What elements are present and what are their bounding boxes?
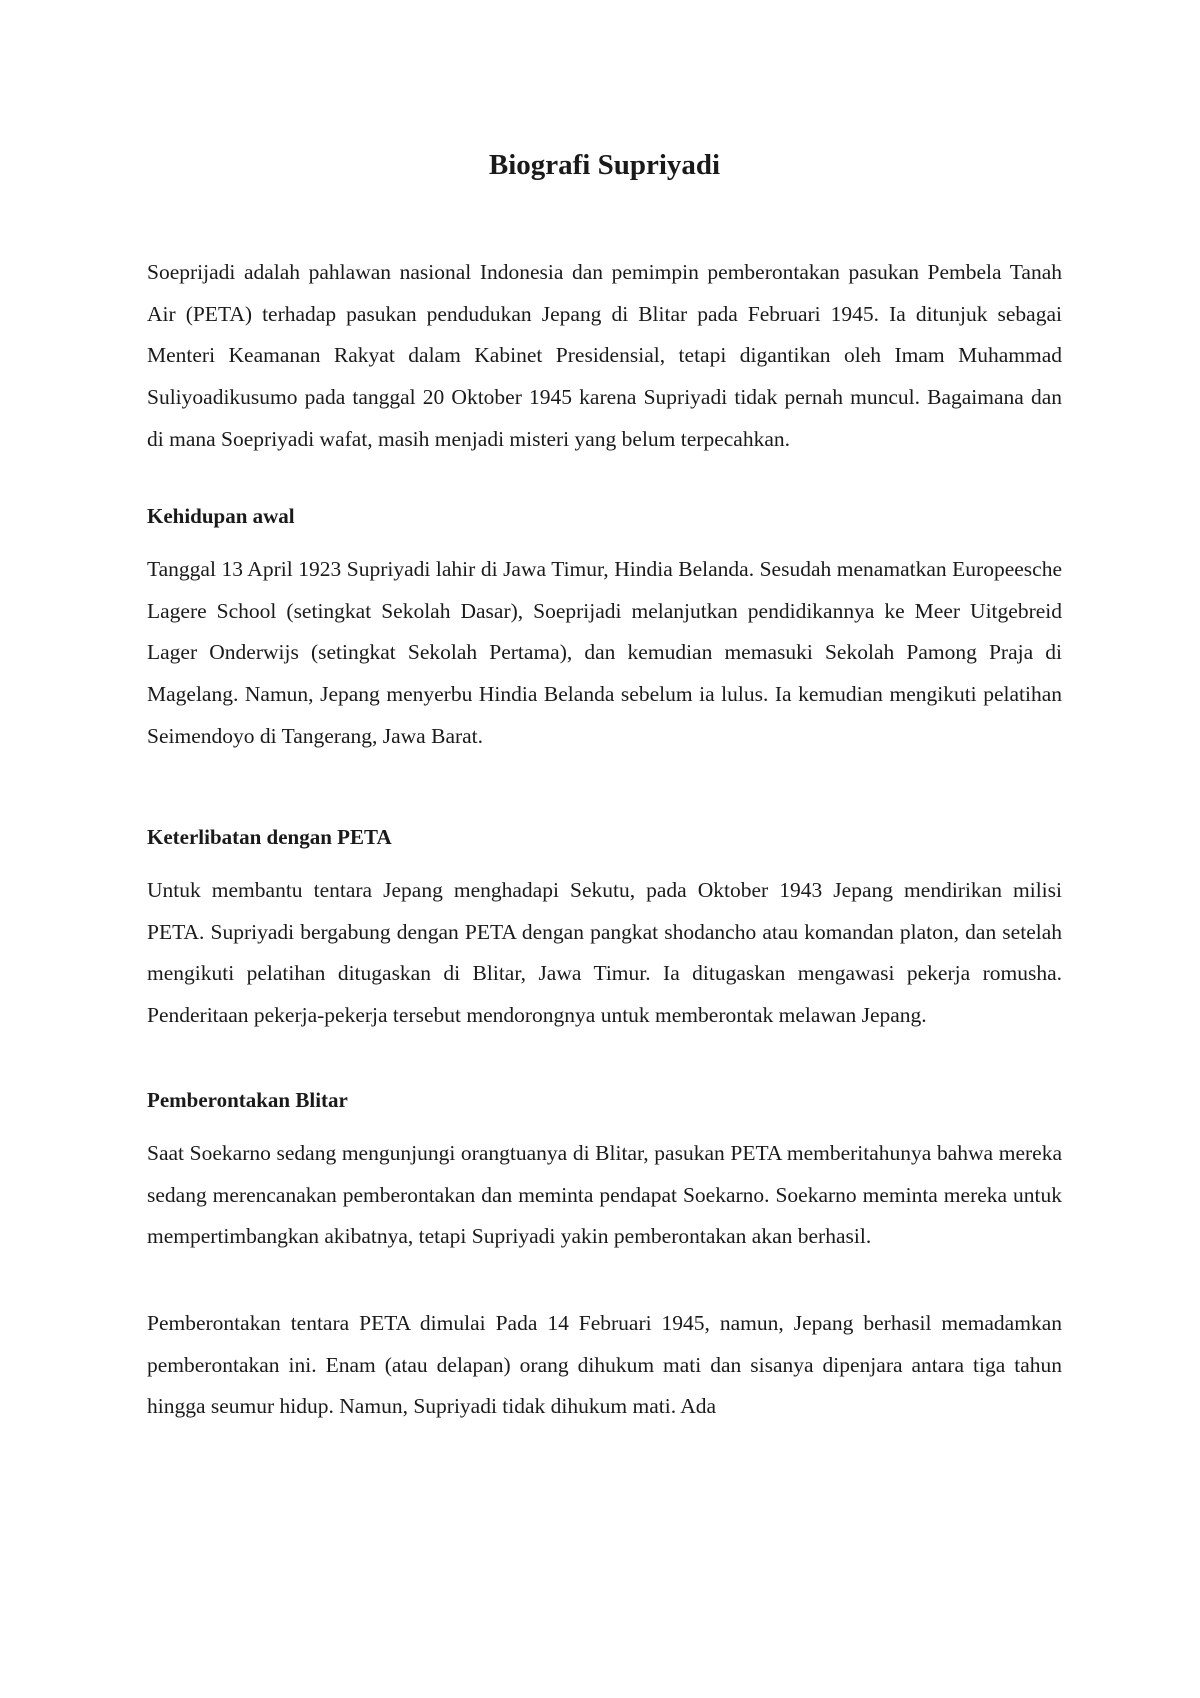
- section-paragraph-keterlibatan-peta: Untuk membantu tentara Jepang menghadapi Sekutu, pada Oktober 1943 Jepang mendirikan milisi PETA. Supriyadi bergabung dengan PETA dengan pangkat shodancho atau komandan platon, dan setelah mengikuti pelatihan ditugaskan di Blitar, Jawa Timur. Ia ditugaskan mengawasi pekerja romusha. Penderitaan pekerja-pekerja tersebut mendorongnya untuk memberontak melawan Jepang.: [147, 878, 1062, 1028]
- section-heading-keterlibatan-peta: Keterlibatan dengan PETA: [147, 825, 392, 849]
- document-title: Biografi Supriyadi: [488, 149, 721, 181]
- section-paragraph-pemberontakan-blitar-1: Saat Soekarno sedang mengunjungi orangtuanya di Blitar, pasukan PETA memberitahunya bahwa mereka sedang merencanakan pemberontakan dan meminta pendapat Soekarno. Soekarno meminta mereka untuk mempertimbangkan akibatnya, tetapi Supriyadi yakin pemberontakan akan berhasil.: [147, 1141, 1062, 1249]
- section-heading-pemberontakan-blitar: Pemberontakan Blitar: [147, 1088, 348, 1112]
- section-heading-kehidupan-awal: Kehidupan awal: [147, 504, 295, 528]
- section-paragraph-pemberontakan-blitar-2: Pemberontakan tentara PETA dimulai Pada 14 Februari 1945, namun, Jepang berhasil memadamkan pemberontakan ini. Enam (atau delapan) orang dihukum mati dan sisanya dipenjara antara tiga tahun hingga seumur hidup. Namun, Supriyadi tidak dihukum mati. Ada: [147, 1311, 1062, 1419]
- section-paragraph-kehidupan-awal: Tanggal 13 April 1923 Supriyadi lahir di Jawa Timur, Hindia Belanda. Sesudah menamatkan Europeesche Lagere School (setingkat Sekolah Dasar), Soeprijadi melanjutkan pendidikannya ke Meer Uitgebreid Lager Onderwijs (setingkat Sekolah Pertama), dan kemudian memasuki Sekolah Pamong Praja di Magelang. Namun, Jepang menyerbu Hindia Belanda sebelum ia lulus. Ia kemudian mengikuti pelatihan Seimendoyo di Tangerang, Jawa Barat.: [147, 557, 1062, 748]
- intro-paragraph: Soeprijadi adalah pahlawan nasional Indonesia dan pemimpin pemberontakan pasukan Pembela Tanah Air (PETA) terhadap pasukan pendudukan Jepang di Blitar pada Februari 1945. Ia ditunjuk sebagai Menteri Keamanan Rakyat dalam Kabinet Presidensial, tetapi digantikan oleh Imam Muhammad Suliyoadikusumo pada tanggal 20 Oktober 1945 karena Supriyadi tidak pernah muncul. Bagaimana dan di mana Soepriyadi wafat, masih menjadi misteri yang belum terpecahkan.: [147, 260, 1062, 451]
